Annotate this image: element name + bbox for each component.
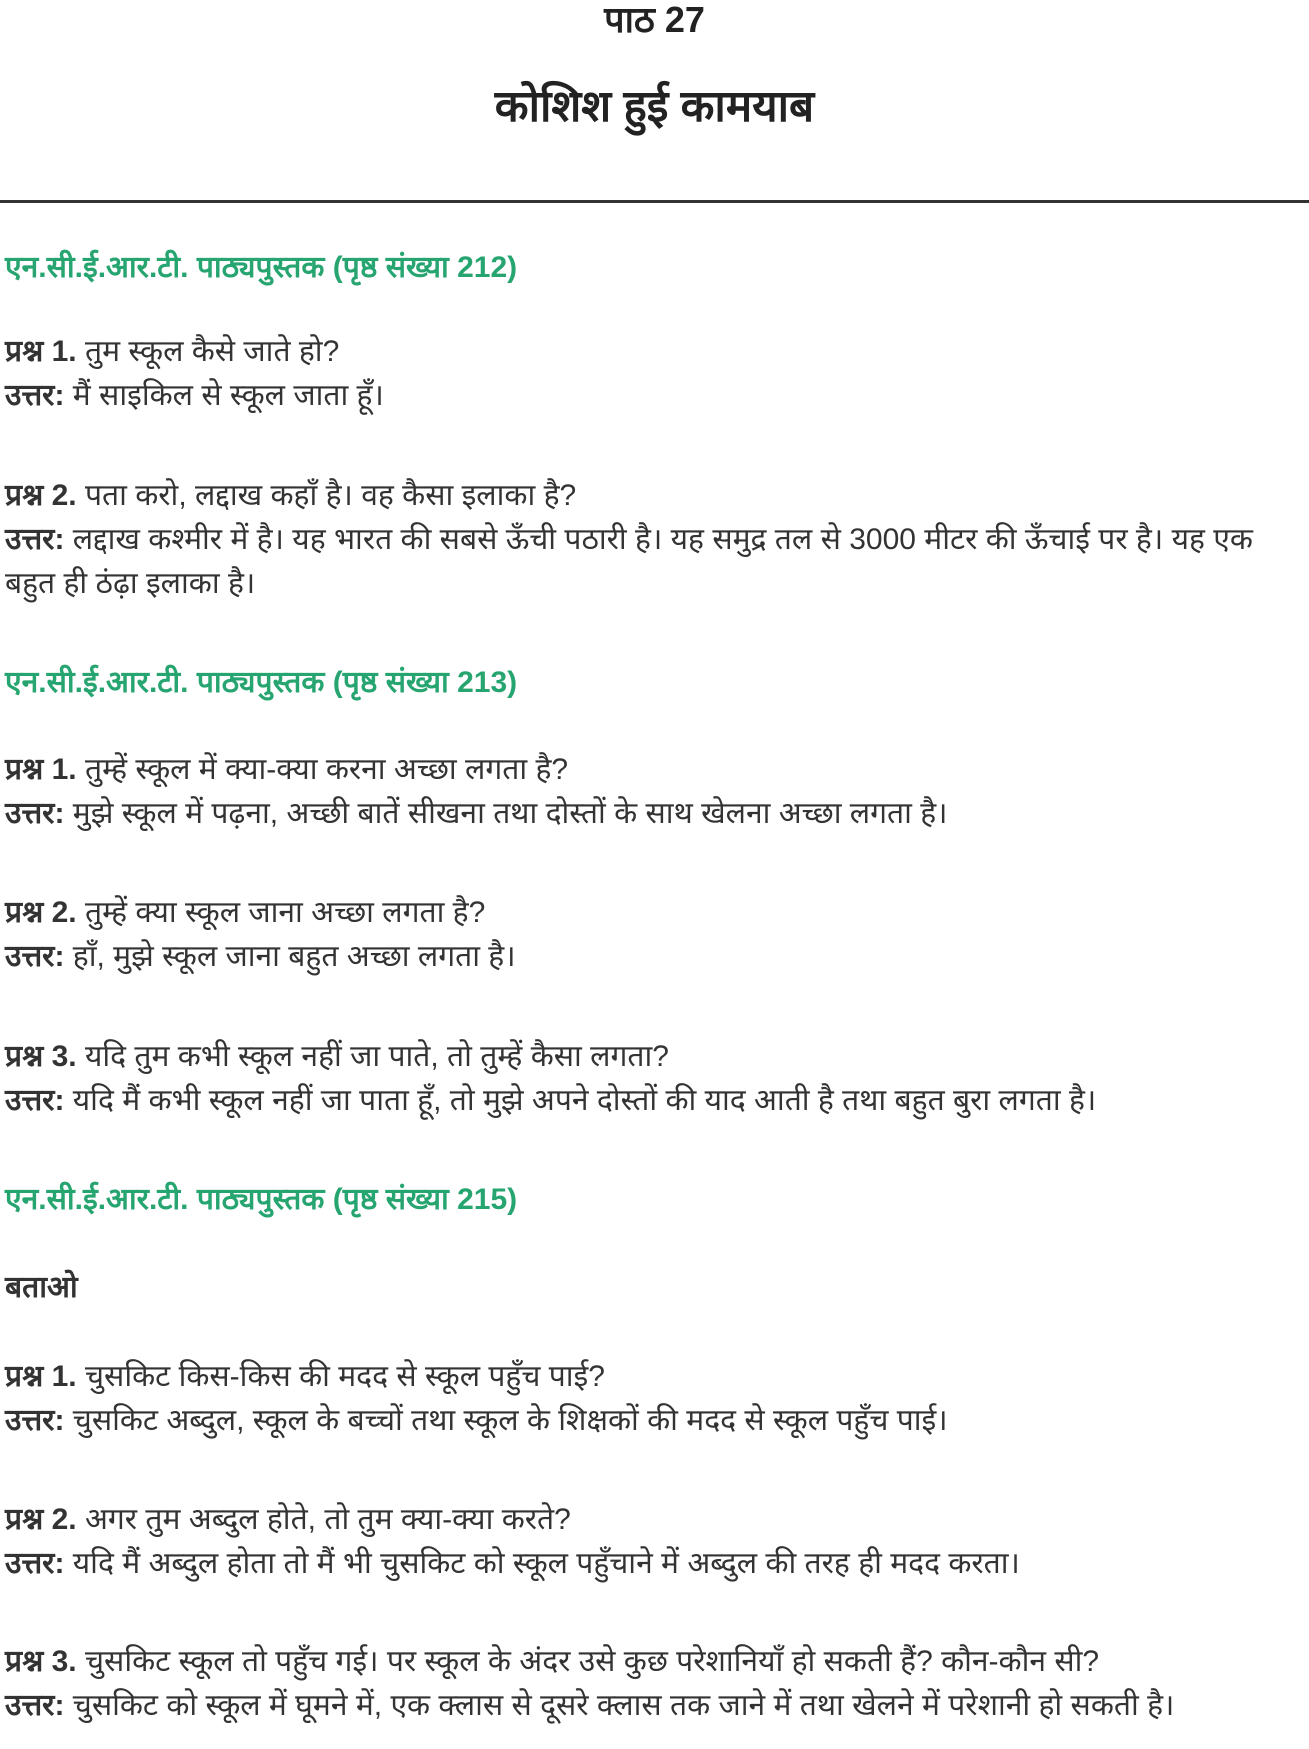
answer-text: मुझे स्कूल में पढ़ना, अच्छी बातें सीखना तथा दोस्तों के साथ खेलना अच्छा लगता है। [72, 797, 948, 830]
question [5, 1035, 1300, 1079]
question-label: प्रश्न [5, 1040, 44, 1073]
answer-label: उत्तर: [5, 1404, 65, 1437]
answer-text: यदि मैं अब्दुल होता तो मैं भी चुसकिट को स्कूल पहुँचाने में अब्दुल की तरह ही मदद करता। [72, 1547, 1020, 1580]
answer [5, 518, 1300, 606]
divider [0, 200, 1309, 203]
answer-label: उत्तर: [5, 1689, 65, 1722]
question-text: तुम्हें क्या स्कूल जाना अच्छा लगता है? [85, 896, 486, 929]
answer-label: उत्तर: [5, 523, 65, 556]
answer [5, 1542, 1300, 1586]
question [5, 1498, 1300, 1542]
answer-label: उत्तर: [5, 379, 65, 412]
answer-text: लद्दाख कश्मीर में है। यह भारत की सबसे ऊँची पठारी है। यह समुद्र तल से 3000 मीटर की ऊँचाई पर है। यह एक बहुत ही ठंढ़ा इलाका है। [5, 523, 1253, 600]
question-number: 1. [51, 753, 77, 786]
answer-text: यदि मैं कभी स्कूल नहीं जा पाता हूँ, तो मुझे अपने दोस्तों की याद आती है तथा बहुत बुरा लगता है। [72, 1084, 1097, 1117]
question-number: 1. [51, 335, 77, 368]
qa-item [5, 1035, 1300, 1123]
question-label: प्रश्न [5, 1360, 44, 1393]
qa-item [5, 1640, 1300, 1728]
answer-text: चुसकिट को स्कूल में घूमने में, एक क्लास से दूसरे क्लास तक जाने में तथा खेलने में परेशानी हो सकती है। [72, 1689, 1175, 1722]
qa-item [5, 748, 1300, 836]
answer [5, 1684, 1300, 1728]
question-number: 2. [51, 479, 77, 512]
question-label: प्रश्न [5, 1645, 44, 1678]
sub-heading: बताओ [5, 1271, 78, 1304]
question [5, 748, 1300, 792]
question [5, 1355, 1300, 1399]
answer-text: चुसकिट अब्दुल, स्कूल के बच्चों तथा स्कूल के शिक्षकों की मदद से स्कूल पहुँच पाई। [72, 1404, 948, 1437]
question-text: पता करो, लद्दाख कहाँ है। वह कैसा इलाका है? [85, 479, 577, 512]
question-text: तुम स्कूल कैसे जाते हो? [85, 335, 340, 368]
section-heading: एन.सी.ई.आर.टी. पाठ्यपुस्तक (पृष्ठ संख्या 212) [5, 251, 518, 284]
answer [5, 374, 1300, 418]
answer [5, 935, 1300, 979]
question-number: 1. [51, 1360, 77, 1393]
question-text: तुम्हें स्कूल में क्या-क्या करना अच्छा लगता है? [85, 753, 569, 786]
question-label: प्रश्न [5, 1503, 44, 1536]
question [5, 330, 1300, 374]
answer [5, 1079, 1300, 1123]
question-number: 2. [51, 896, 77, 929]
answer-label: उत्तर: [5, 940, 65, 973]
answer [5, 1399, 1300, 1443]
answer-text: मैं साइकिल से स्कूल जाता हूँ। [72, 379, 384, 412]
question-number: 2. [51, 1503, 77, 1536]
question [5, 474, 1300, 518]
answer-label: उत्तर: [5, 1547, 65, 1580]
question-label: प्रश्न [5, 896, 44, 929]
qa-item [5, 1355, 1300, 1443]
answer [5, 792, 1300, 836]
question-label: प्रश्न [5, 479, 44, 512]
section-heading: एन.सी.ई.आर.टी. पाठ्यपुस्तक (पृष्ठ संख्या 213) [5, 666, 518, 699]
answer-text: हाँ, मुझे स्कूल जाना बहुत अच्छा लगता है। [72, 940, 516, 973]
question-text: चुसकिट स्कूल तो पहुँच गई। पर स्कूल के अंदर उसे कुछ परेशानियाँ हो सकती हैं? कौन-कौन सी? [85, 1645, 1100, 1678]
question-number: 3. [51, 1645, 77, 1678]
question [5, 1640, 1300, 1684]
question [5, 891, 1300, 935]
section-heading: एन.सी.ई.आर.टी. पाठ्यपुस्तक (पृष्ठ संख्या 215) [5, 1183, 518, 1216]
qa-item [5, 330, 1300, 418]
qa-item [5, 1498, 1300, 1586]
question-text: चुसकिट किस-किस की मदद से स्कूल पहुँच पाई? [85, 1360, 605, 1393]
question-text: यदि तुम कभी स्कूल नहीं जा पाते, तो तुम्हें कैसा लगता? [85, 1040, 669, 1073]
question-text: अगर तुम अब्दुल होते, तो तुम क्या-क्या करते? [85, 1503, 571, 1536]
question-label: प्रश्न [5, 753, 44, 786]
chapter-title: कोशिश हुई कामयाब [494, 82, 815, 131]
question-label: प्रश्न [5, 335, 44, 368]
qa-item [5, 474, 1300, 606]
qa-item [5, 891, 1300, 979]
answer-label: उत्तर: [5, 1084, 65, 1117]
answer-label: उत्तर: [5, 797, 65, 830]
chapter-number: पाठ 27 [604, 0, 705, 40]
question-number: 3. [51, 1040, 77, 1073]
